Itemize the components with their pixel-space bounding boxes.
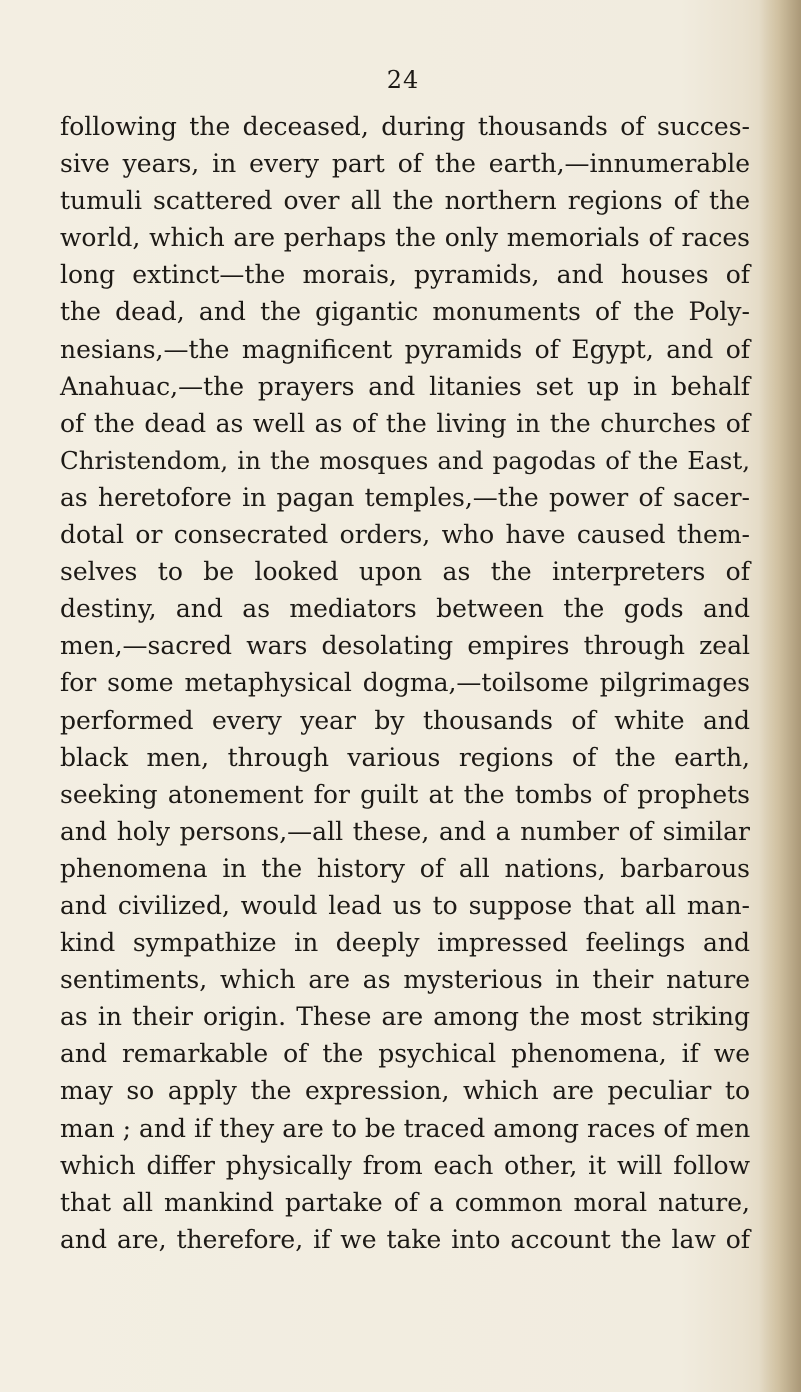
text-line: seeking atonement for guilt at the tombs of prophets	[60, 779, 750, 809]
text-line: kind sympathize in deeply impressed feelings and	[60, 928, 750, 958]
text-line: for some metaphysical dogma,—toilsome pilgrimages	[60, 668, 750, 698]
text-line: and civilized, would lead us to suppose that all man-	[60, 890, 750, 920]
text-line: and remarkable of the psychical phenomena, if we	[60, 1039, 750, 1069]
text-line: which differ physically from each other, it will follow	[60, 1150, 750, 1180]
page-number: 24	[386, 66, 420, 94]
text-line: Christendom, in the mosques and pagodas of the East,	[60, 445, 750, 475]
text-line: dotal or consecrated orders, who have caused them-	[60, 520, 750, 550]
text-line: Anahuac,—the prayers and litanies set up in behalf	[60, 371, 750, 401]
text-line: black men, through various regions of the earth,	[60, 742, 750, 772]
body-text	[60, 108, 750, 1258]
text-line: phenomena in the history of all nations, barbarous	[60, 853, 750, 883]
text-line: of the dead as well as of the living in the churches of	[60, 408, 750, 438]
text-line: as in their origin. These are among the most striking	[60, 1002, 750, 1032]
text-line: that all mankind partake of a common moral nature,	[60, 1187, 750, 1217]
text-line: sive years, in every part of the earth,—innumerable	[60, 149, 750, 179]
text-line: as heretofore in pagan temples,—the power of sacer-	[60, 482, 750, 512]
text-line: and are, therefore, if we take into account the law of	[60, 1224, 750, 1254]
text-line: long extinct—the morais, pyramids, and houses of	[60, 260, 750, 290]
text-line: world, which are perhaps the only memorials of races	[60, 223, 750, 253]
page-binding-edge	[759, 0, 801, 1392]
text-line: selves to be looked upon as the interpreters of	[60, 557, 750, 587]
text-line: destiny, and as mediators between the gods and	[60, 594, 750, 624]
text-line: tumuli scattered over all the northern regions of the	[60, 186, 750, 216]
text-line: man ; and if they are to be traced among races of men	[60, 1113, 751, 1143]
text-line: performed every year by thousands of white and	[60, 705, 750, 735]
text-line: may so apply the expression, which are peculiar to	[60, 1076, 750, 1106]
text-line: men,—sacred wars desolating empires through zeal	[60, 631, 750, 661]
text-line: following the deceased, during thousands of succes-	[60, 112, 750, 141]
text-line: nesians,—the magnificent pyramids of Egypt, and of	[60, 334, 750, 364]
text-line: and holy persons,—all these, and a number of similar	[60, 816, 750, 846]
text-line: sentiments, which are as mysterious in their nature	[60, 965, 750, 995]
text-line: the dead, and the gigantic monuments of the Poly-	[60, 297, 750, 327]
